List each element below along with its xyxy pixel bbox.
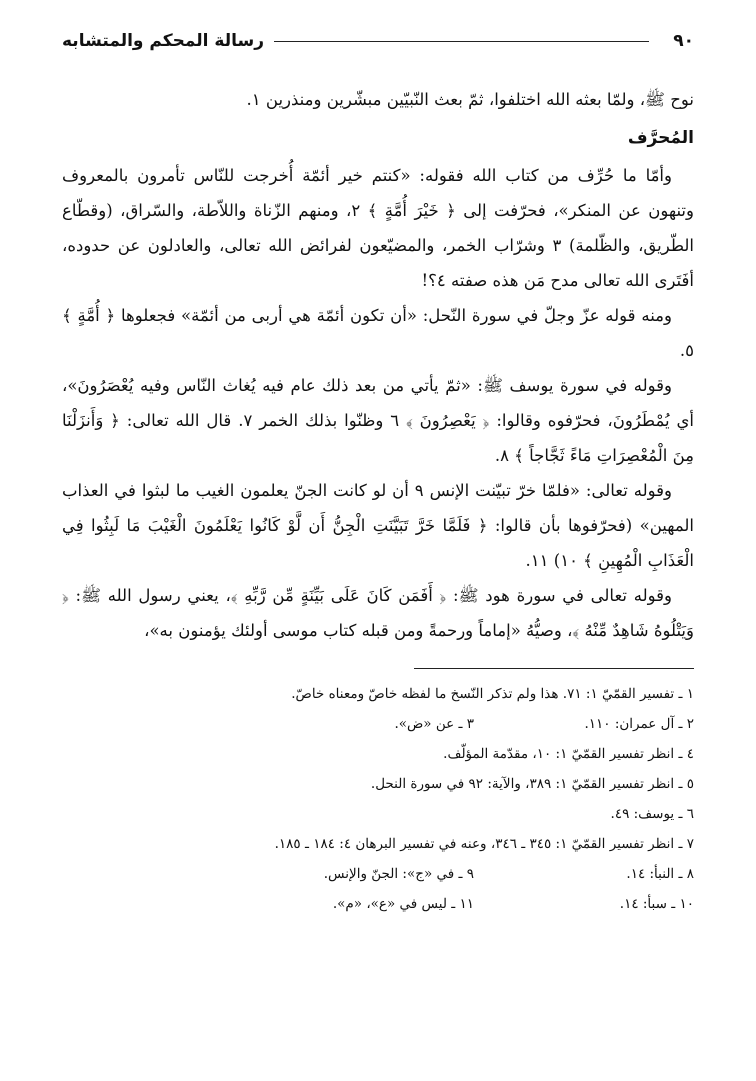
page xyxy=(62,26,694,919)
footnotes xyxy=(62,679,694,919)
footnote-9: ٩ ـ في «ج»: الجنّ والإنس. xyxy=(323,866,474,882)
section-title: المُحرَّف xyxy=(627,128,694,148)
footnote-row xyxy=(62,859,694,889)
footnote-1: ١ ـ تفسير القمّيّ ١: ٧١. هذا ولم تذكر النّسخ ما لفظه خاصّ ومعناه خاصّ. xyxy=(291,686,694,702)
footnote-7: ٧ ـ انظر تفسير القمّيّ ١: ٣٤٥ ـ ٣٤٦، وعنه في تفسير البرهان ٤: ١٨٤ ـ ١٨٥. xyxy=(274,836,694,852)
page-number: ٩٠ xyxy=(673,31,694,51)
main-text xyxy=(62,82,694,648)
footnote-row xyxy=(62,709,694,739)
footnote-6: ٦ ـ يوسف: ٤٩. xyxy=(610,806,694,822)
paragraph-3: ومنه قوله عزّ وجلّ في سورة النّحل: «أن تكون أئمّة هي أربى من أئمّة» فجعلوها ﴿ أُمَّةٍ ﴾ ٥. xyxy=(62,306,694,360)
running-header xyxy=(62,26,694,56)
footnote-row xyxy=(62,889,694,919)
footnote-2: ٢ ـ آل عمران: ١١٠. xyxy=(584,716,694,732)
header-rule xyxy=(274,41,649,42)
paragraph-1: نوح ﷺ، ولمّا بعثه الله اختلفوا، ثمّ بعث النّبيّين مبشّرين ومنذرين ١. xyxy=(246,90,694,109)
paragraph-2: وأمّا ما حُرِّف من كتاب الله فقوله: «كنتم خير أئمّة أُخرجت للنّاس تأمرون بالمعروف وتنهون عن المنكر»، فحرّفت إلى ﴿ خَيْرَ أُمَّةٍ ﴾ ٢، ومنهم الزّناة واللاّطة، والسّراق، (وقطّاع الطّريق، والظّلمة) ٣ وشرّاب الخمر، والمضيّعون لفرائض الله تعالى، والعادلون عن حدوده، أفَتَرى الله تعالى مدح مَن هذه صفته ٤؟! xyxy=(62,166,694,290)
footnote-separator xyxy=(414,668,694,669)
footnote-5: ٥ ـ انظر تفسير القمّيّ ١: ٣٨٩، والآية: ٩٢ في سورة النحل. xyxy=(370,776,694,792)
footnote-8: ٨ ـ النبأ: ١٤. xyxy=(626,866,694,882)
footnote-4: ٤ ـ انظر تفسير القمّيّ ١: ١٠، مقدّمة المؤلّف. xyxy=(443,746,694,762)
paragraph-4: وقوله في سورة يوسف ﷺ: «ثمّ يأتي من بعد ذلك عام فيه يُغاث النّاس وفيه يُعْصَرُونَ»، أي يُمْطَرُونَ، فحرّفوه وقالوا: ﴿ يَعْصِرُونَ ﴾ ٦ وظنّوا بذلك الخمر ٧. قال الله تعالى: ﴿ وَأَنزَلْنَا مِنَ الْمُعْصِرَاتِ مَاءً ثَجَّاجاً ﴾ ٨. xyxy=(62,376,694,465)
book-title: رسالة المحكم والمتشابه xyxy=(62,31,264,51)
paragraph-6: وقوله تعالى في سورة هود ﷺ: ﴿ أَفَمَن كَانَ عَلَى بَيِّنَةٍ مِّن رَّبِّهِ ﴾، يعني رسول الله ﷺ: ﴿ وَيَتْلُوهُ شَاهِدٌ مِّنْهُ ﴾، وصيُّهُ «إماماً ورحمةً ومن قبله كتاب موسى أولئك يؤمنون به»، xyxy=(62,586,694,640)
footnote-11: ١١ ـ ليس في «ع»، «م». xyxy=(332,896,474,912)
paragraph-5: وقوله تعالى: «فلمّا خرّ تبيّنت الإنس ٩ أن لو كانت الجنّ يعلمون الغيب ما لبثوا في العذاب المهين» (فحرّفوها بأن قالوا: ﴿ فَلَمَّا خَرَّ تَبَيَّنَتِ الْجِنُّ أَن لَّوْ كَانُوا يَعْلَمُونَ الْغَيْبَ مَا لَبِثُوا فِي الْعَذَابِ الْمُهِينِ ﴾ ١٠) ١١. xyxy=(62,481,694,570)
footnote-10: ١٠ ـ سبأ: ١٤. xyxy=(619,896,694,912)
footnote-3: ٣ ـ عن «ض». xyxy=(394,716,474,732)
